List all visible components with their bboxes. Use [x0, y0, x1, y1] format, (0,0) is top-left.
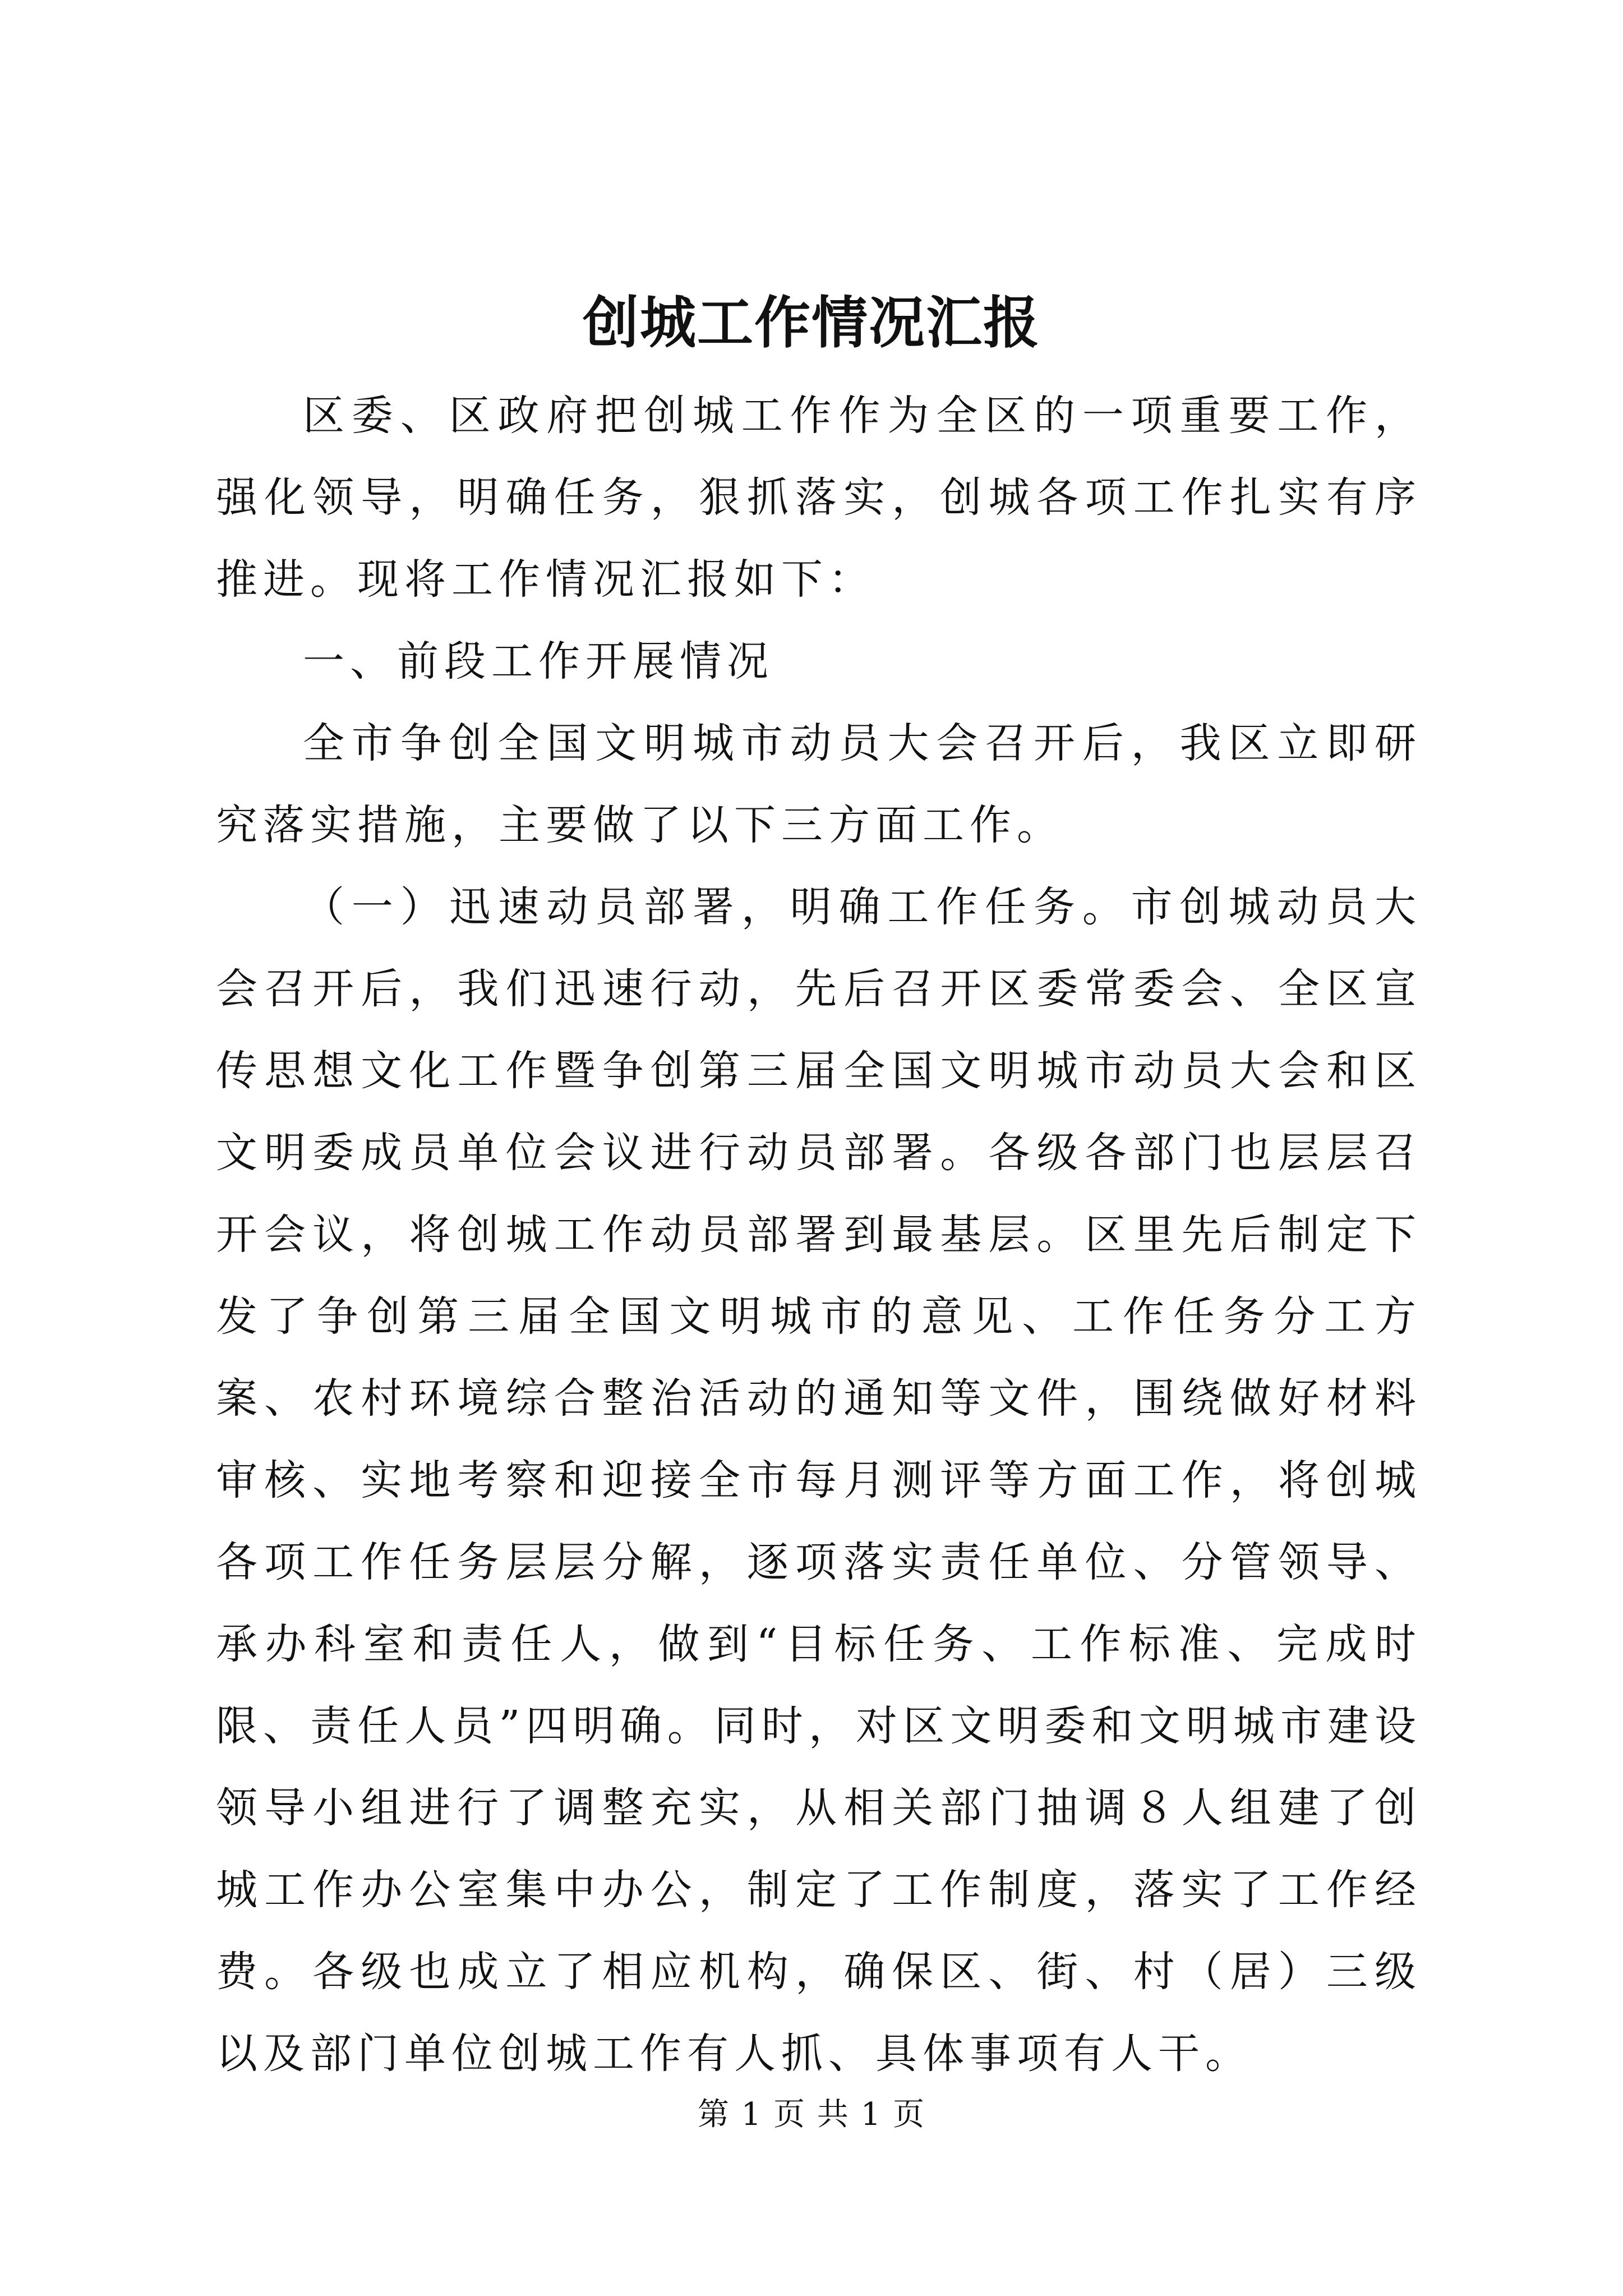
page-number-footer: 第 1 页 共 1 页 [697, 2096, 926, 2133]
body-paragraph: 全市争创全国文明城市动员大会召开后，我区立即研究落实措施，主要做了以下三方面工作。 [216, 719, 1422, 849]
body-paragraph: （一）迅速动员部署，明确工作任务。市创城动员大会召开后，我们迅速行动，先后召开区委常委会、全区宣传思想文化工作暨争创第三届全国文明城市动员大会和区文明委成员单位会议进行动员部署。各级各部门也层层召开会议，将创城工作动员部署到最基层。区里先后制定下发了争创第三届全国文明城市的意见、工作任务分工方案、农村环境综合整治活动的通知等文件，围绕做好材料审核、实地考察和迎接全市每月测评等方面工作，将创城各项工作任务层层分解，逐项落实责任单位、分管领导、承办科室和责任人，做到“目标任务、工作标准、完成时限、责任人员”四明确。同时，对区文明委和文明城市建设领导小组进行了调整充实，从相关部门抽调８人组建了创城工作办公室集中办公，制定了工作制度，落实了工作经费。各级也成立了相应机构，确保区、街、村（居）三级以及部门单位创城工作有人抓、具体事项有人干。 [216, 883, 1422, 2078]
intro-paragraph: 区委、区政府把创城工作作为全区的一项重要工作，强化领导，明确任务，狠抓落实，创城各项工作扎实有序推进。现将工作情况汇报如下： [216, 392, 1422, 604]
document-title: 创城工作情况汇报 [583, 289, 1040, 356]
document-body [216, 375, 1422, 2095]
section-heading: 一、前段工作开展情况 [303, 637, 774, 685]
